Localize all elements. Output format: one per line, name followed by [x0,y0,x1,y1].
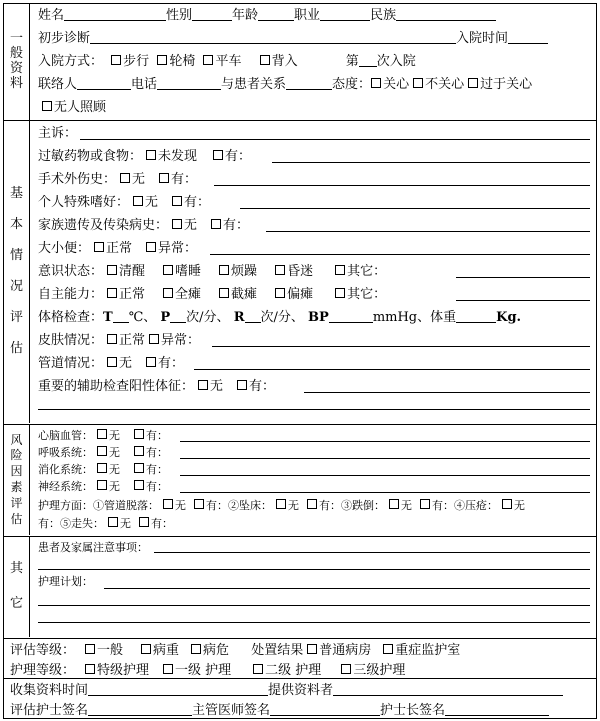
name-label: 姓名 [38,8,65,23]
aux-field[interactable] [304,392,590,393]
general-row-3: 入院方式： 步行 轮椅 平车 背入 第 次入院 [38,54,416,69]
risk-digest-field[interactable] [180,475,590,476]
admit-mode-label: 入院方式： [38,54,104,69]
checkbox[interactable] [307,644,317,654]
age-field[interactable] [258,6,294,21]
other-label: 其 它 [4,537,30,637]
risk-row-neuro: 神经系统： 无 有： [38,480,168,493]
signature-section [4,678,596,721]
notes-extra-field[interactable] [38,569,590,570]
sex-field[interactable] [192,6,232,21]
checkbox[interactable] [198,380,208,390]
checkbox[interactable] [275,265,285,275]
checkbox[interactable] [157,55,167,65]
job-field[interactable] [320,6,370,21]
checkbox[interactable] [85,664,95,674]
diagnosis-label: 初步诊断 [38,31,91,46]
consciousness-field[interactable] [456,277,590,278]
admit-count-field[interactable] [359,52,377,67]
checkbox[interactable] [120,173,130,183]
ethnicity-label: 民族 [370,8,397,23]
risk-row-cardio: 心脑血管： 无 有： [38,429,168,442]
selfcare-field[interactable] [456,300,590,301]
checkbox[interactable] [146,150,156,160]
checkbox[interactable] [219,265,229,275]
checkbox[interactable] [383,644,393,654]
excretion-row: 大小便： 正常 异常： [38,241,198,256]
respiration-field[interactable] [245,308,261,323]
contact-label: 联络人 [38,77,78,92]
checkbox[interactable] [107,265,117,275]
checkbox[interactable] [213,150,223,160]
checkbox[interactable] [134,429,144,439]
plan-extra-field-1[interactable] [38,605,590,606]
general-section [4,4,596,120]
checkbox[interactable] [107,288,117,298]
checkbox[interactable] [389,499,399,509]
checkbox[interactable] [203,55,213,65]
checkbox[interactable] [146,242,156,252]
risk-row-resp: 呼吸系统： 无 有： [38,446,168,459]
checkbox[interactable] [219,288,229,298]
admit-time-label: 入院时间 [456,31,509,46]
checkbox[interactable] [335,265,345,275]
complaint-field[interactable] [80,139,590,140]
general-row-2 [38,29,590,49]
checkbox[interactable] [97,480,107,490]
skin-row: 皮肤情况： 正常 异常： [38,333,201,348]
checkbox[interactable] [107,334,117,344]
excretion-field[interactable] [210,254,590,255]
care-grade-row: 护理等级： 特级护理 一级 护理 二级 护理 三级护理 [10,663,406,678]
family-field[interactable] [266,231,590,232]
checkbox[interactable] [468,78,478,88]
general-row-5: 无人照顾 [38,98,590,118]
head-sign-field[interactable] [445,701,549,716]
phone-field[interactable] [157,75,221,90]
diagnosis-field[interactable] [90,29,456,44]
contact-field[interactable] [77,75,131,90]
checkbox[interactable] [141,644,151,654]
other-section [4,536,596,639]
skin-field[interactable] [212,346,590,347]
complaint-row: 主诉： [38,126,78,141]
checkbox[interactable] [172,196,182,206]
provider-field[interactable] [333,681,563,696]
notes-row: 患者及家属注意事项： [38,541,148,554]
age-label: 年龄 [232,8,259,23]
temperature-field[interactable] [113,308,129,323]
checkbox[interactable] [139,517,149,527]
collect-row: 收集资料时间 提供资料者 [10,681,590,701]
risk-section [4,424,596,537]
phone-label: 电话 [131,77,158,92]
name-field[interactable] [64,6,166,21]
checkbox[interactable] [97,463,107,473]
checkbox[interactable] [276,499,286,509]
checkbox[interactable] [134,480,144,490]
basic-section [4,120,596,425]
checkbox[interactable] [371,78,381,88]
admit-time-field[interactable] [508,29,548,44]
risk-cardio-field[interactable] [180,441,590,442]
checkbox[interactable] [97,446,107,456]
tubes-field[interactable] [194,369,590,370]
habits-row: 个人特殊嗜好： 无 有： [38,195,211,210]
checkbox[interactable] [260,55,270,65]
general-label: 一 般 资 料 [4,4,30,120]
risk-resp-field[interactable] [180,458,590,459]
ethnicity-field[interactable] [396,6,496,21]
sign-row: 评估护士签名 主管医师签名 护士长签名 [10,701,590,721]
job-label: 职业 [294,8,321,23]
checkbox[interactable] [42,101,52,111]
family-row: 家族遗传及传染病史： 无 有： [38,218,250,233]
checkbox[interactable] [163,499,173,509]
checkbox[interactable] [253,664,263,674]
relation-field[interactable] [286,75,332,90]
plan-row: 护理计划： [38,575,93,588]
checkbox[interactable] [134,463,144,473]
checkbox[interactable] [146,357,156,367]
collect-time-field[interactable] [88,681,268,696]
basic-label: 基 本 情 况 评 估 [4,121,30,423]
form-frame [3,3,597,719]
grade-row: 评估等级： 一般 病重 病危 处置结果 普通病房 重症监护室 [10,643,461,658]
surgery-field[interactable] [214,185,590,186]
plan-field[interactable] [104,588,590,589]
vitals-row: 体格检查：T ℃、 P 次/分、 R 次/分、 BP mmHg、体重 Kg. [38,310,522,325]
checkbox[interactable] [163,288,173,298]
weight-field[interactable] [456,308,496,323]
checkbox[interactable] [149,334,159,344]
surgery-row: 手术外伤史： 无 有： [38,172,198,187]
checkbox[interactable] [85,644,95,654]
checkbox[interactable] [159,173,169,183]
relation-label: 与患者关系 [221,77,287,92]
tubes-row: 管道情况： 无 有： [38,356,185,371]
aux-row: 重要的辅助检查阳性体征： 无 有： [38,379,276,394]
risk-label: 风 险 因 素 评 估 [4,425,30,535]
aux-extra-field[interactable] [38,409,590,410]
checkbox[interactable] [335,288,345,298]
allergy-row: 过敏药物或食物： 未发现 有： [38,149,252,164]
risk-row-care: 护理方面：①管道脱落： 无 有：②坠床： 无 有：③跌倒： 无 有：④压疮： 无 [38,499,525,512]
checkbox[interactable] [134,446,144,456]
checkbox[interactable] [163,265,173,275]
checkbox[interactable] [413,78,423,88]
notes-field[interactable] [154,552,590,553]
plan-extra-field-2[interactable] [38,622,590,623]
allergy-field[interactable] [272,162,590,163]
risk-neuro-field[interactable] [180,492,590,493]
checkbox[interactable] [502,499,512,509]
checkbox[interactable] [420,499,430,509]
checkbox[interactable] [107,357,117,367]
pulse-field[interactable] [170,308,186,323]
general-row-4: 联络人 电话 与患者关系 态度： 关心 不关心 过于关心 [38,77,533,92]
checkbox[interactable] [163,664,173,674]
attitude-label: 态度： [332,77,372,92]
consciousness-row: 意识状态： 清醒 嗜睡 烦躁 昏迷 其它： [38,264,387,279]
doctor-sign-field[interactable] [270,701,380,716]
habits-field[interactable] [240,208,590,209]
checkbox[interactable] [94,242,104,252]
selfcare-row: 自主能力： 正常 全瘫 截瘫 偏瘫 其它： [38,287,387,302]
checkbox[interactable] [211,219,221,229]
checkbox[interactable] [111,55,121,65]
checkbox[interactable] [341,664,351,674]
checkbox[interactable] [172,219,182,229]
checkbox[interactable] [108,517,118,527]
checkbox[interactable] [307,499,317,509]
checkbox[interactable] [97,429,107,439]
checkbox[interactable] [275,288,285,298]
checkbox[interactable] [191,644,201,654]
nurse-sign-field[interactable] [88,701,192,716]
sex-label: 性别 [166,8,193,23]
general-row-1 [38,6,590,26]
checkbox[interactable] [237,380,247,390]
checkbox[interactable] [194,499,204,509]
bp-field[interactable] [329,308,373,323]
risk-row-care-2: 有：⑤走失： 无 有： [38,517,173,530]
checkbox[interactable] [133,196,143,206]
risk-row-digest: 消化系统： 无 有： [38,463,168,476]
